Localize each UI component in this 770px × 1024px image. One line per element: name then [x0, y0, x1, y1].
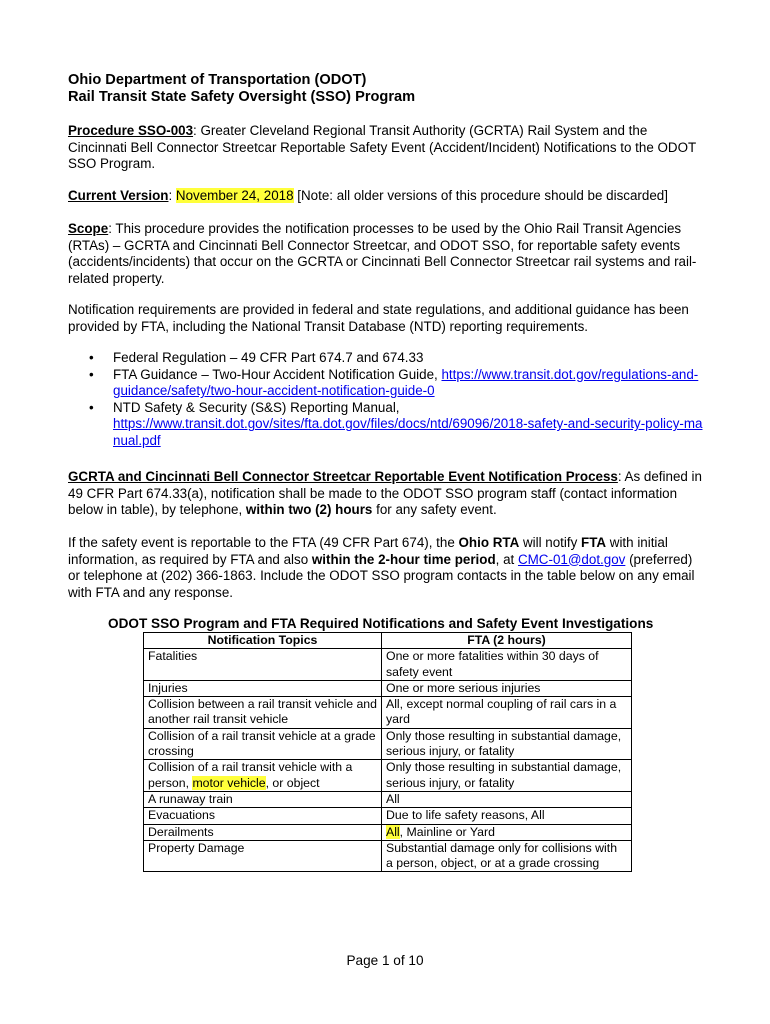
version-paragraph [68, 188, 704, 205]
fta-bold-3: within the 2-hour time period [311, 551, 496, 567]
table-row [144, 649, 632, 681]
table-row [144, 808, 632, 824]
procedure-paragraph [68, 123, 704, 173]
table-row [144, 840, 632, 872]
table-row [144, 680, 632, 696]
table-cell-topic: A runaway train [144, 791, 382, 807]
table-cell-fta [382, 824, 632, 840]
process-text: : As defined in 49 CFR Part 674.33(a), notification shall be made to the ODOT SSO program staff (contact information below in table), by telephone, [68, 469, 702, 518]
topic-highlight: motor vehicle [192, 775, 266, 790]
fta-highlight: All [386, 824, 400, 839]
table-cell-fta: Only those resulting in substantial damage, serious injury, or fatality [382, 760, 632, 792]
table-cell-topic: Derailments [144, 824, 382, 840]
table-cell-topic: Collision of a rail transit vehicle at a grade crossing [144, 728, 382, 760]
fta-bold-2: FTA [581, 535, 607, 550]
table-cell-fta: All [382, 791, 632, 807]
requirements-paragraph: Notification requirements are provided in federal and state regulations, and additional guidance has been provided by FTA, including the National Transit Database (NTD) reporting requirements. [68, 302, 689, 334]
version-label: Current Version [68, 188, 169, 203]
fta-text-1: If the safety event is reportable to the FTA (49 CFR Part 674), the [68, 535, 459, 550]
title-line-1: Ohio Department of Transportation (ODOT) [68, 72, 367, 88]
fta-text-5: (preferred) or telephone at (202) 366-1863. Include the ODOT SSO program contacts in the table below on any email with FTA and any response. [68, 551, 695, 600]
version-date: November 24, 2018 [175, 188, 294, 203]
process-paragraph [68, 469, 704, 519]
list-item [68, 400, 704, 450]
fta-bold-1: Ohio RTA [458, 535, 520, 550]
reference-list [68, 350, 704, 450]
procedure-label: Procedure SSO-003 [68, 123, 194, 138]
notification-table [143, 632, 632, 872]
scope-text: : This procedure provides the notification processes to be used by the Ohio Rail Transit Agencies (RTAs) – GCRTA and Cincinnati Bell Connector Streetcar, and ODOT SSO, for reportable safety events (accidents/incidents) that occur on the GCRTA or Cincinnati Bell Connector Streetcar rail systems and rail-related property. [68, 221, 697, 286]
table-row [144, 791, 632, 807]
fta-text: , Mainline or Yard [399, 824, 495, 839]
fta-guidance-link[interactable]: https://www.transit.dot.gov/regulations-and-guidance/safety/two-hour-accident-notification-guide-0 [113, 366, 699, 399]
fta-text-4: , at [495, 551, 518, 567]
version-colon: : [168, 188, 176, 203]
process-bold: within two (2) hours [245, 502, 373, 518]
list-item [68, 350, 704, 367]
table-cell-fta: Substantial damage only for collisions with a person, object, or at a grade crossing [382, 840, 632, 872]
list-item [68, 367, 704, 400]
table-title: ODOT SSO Program and FTA Required Notifications and Safety Event Investigations [108, 616, 654, 631]
table-cell-topic: Fatalities [144, 649, 382, 681]
title-line-2: Rail Transit State Safety Oversight (SSO) Program [68, 89, 416, 105]
table-cell-fta: One or more fatalities within 30 days of safety event [382, 649, 632, 681]
table-cell-topic: Injuries [144, 680, 382, 696]
table-row [144, 697, 632, 729]
bullet-ntd-manual: NTD Safety & Security (S&S) Reporting Manual, [113, 399, 400, 415]
table-cell-topic: Property Damage [144, 840, 382, 872]
table-row [144, 760, 632, 792]
ntd-manual-link[interactable]: https://www.transit.dot.gov/sites/fta.dot.gov/files/docs/ntd/69096/2018-safety-and-security-policy-manual.pdf [113, 416, 703, 448]
bullet-federal-regulation: Federal Regulation – 49 CFR Part 674.7 and 674.33 [113, 350, 424, 365]
fta-email-link[interactable]: CMC-01@dot.gov [517, 551, 626, 567]
table-cell-fta: All, except normal coupling of rail cars in a yard [382, 697, 632, 729]
column-header-topics: Notification Topics [144, 633, 382, 649]
process-text-end: for any safety event. [372, 502, 497, 518]
fta-paragraph [68, 535, 704, 601]
procedure-text: : Greater Cleveland Regional Transit Authority (GCRTA) Rail System and the Cincinnati Bell Connector Streetcar Reportable Safety Event (Accident/Incident) Notifications to the ODOT SSO Program. [68, 123, 696, 172]
document-title [68, 72, 415, 106]
table-cell-topic [144, 760, 382, 792]
table-row [144, 728, 632, 760]
topic-text: Collision of a rail transit vehicle with a person, [148, 760, 353, 790]
page-footer: Page 1 of 10 [346, 953, 424, 968]
column-header-fta: FTA (2 hours) [382, 633, 632, 649]
table-cell-fta: Only those resulting in substantial damage, serious injury, or fatality [382, 728, 632, 760]
table-cell-topic: Collision between a rail transit vehicle and another rail transit vehicle [144, 697, 382, 729]
scope-paragraph [68, 221, 704, 287]
bullet-fta-guidance: FTA Guidance – Two-Hour Accident Notification Guide, [113, 366, 442, 382]
version-note: [Note: all older versions of this procedure should be discarded] [293, 188, 668, 203]
process-label: GCRTA and Cincinnati Bell Connector Streetcar Reportable Event Notification Process [68, 469, 618, 484]
table-cell-fta: Due to life safety reasons, All [382, 808, 632, 824]
table-row [144, 824, 632, 840]
scope-label: Scope [68, 221, 109, 236]
fta-text-2: will notify [519, 535, 582, 550]
table-cell-topic: Evacuations [144, 808, 382, 824]
topic-text-end: , or object [265, 775, 320, 790]
fta-text-3: with initial information, as required by FTA and also [68, 535, 668, 567]
table-cell-fta: One or more serious injuries [382, 680, 632, 696]
